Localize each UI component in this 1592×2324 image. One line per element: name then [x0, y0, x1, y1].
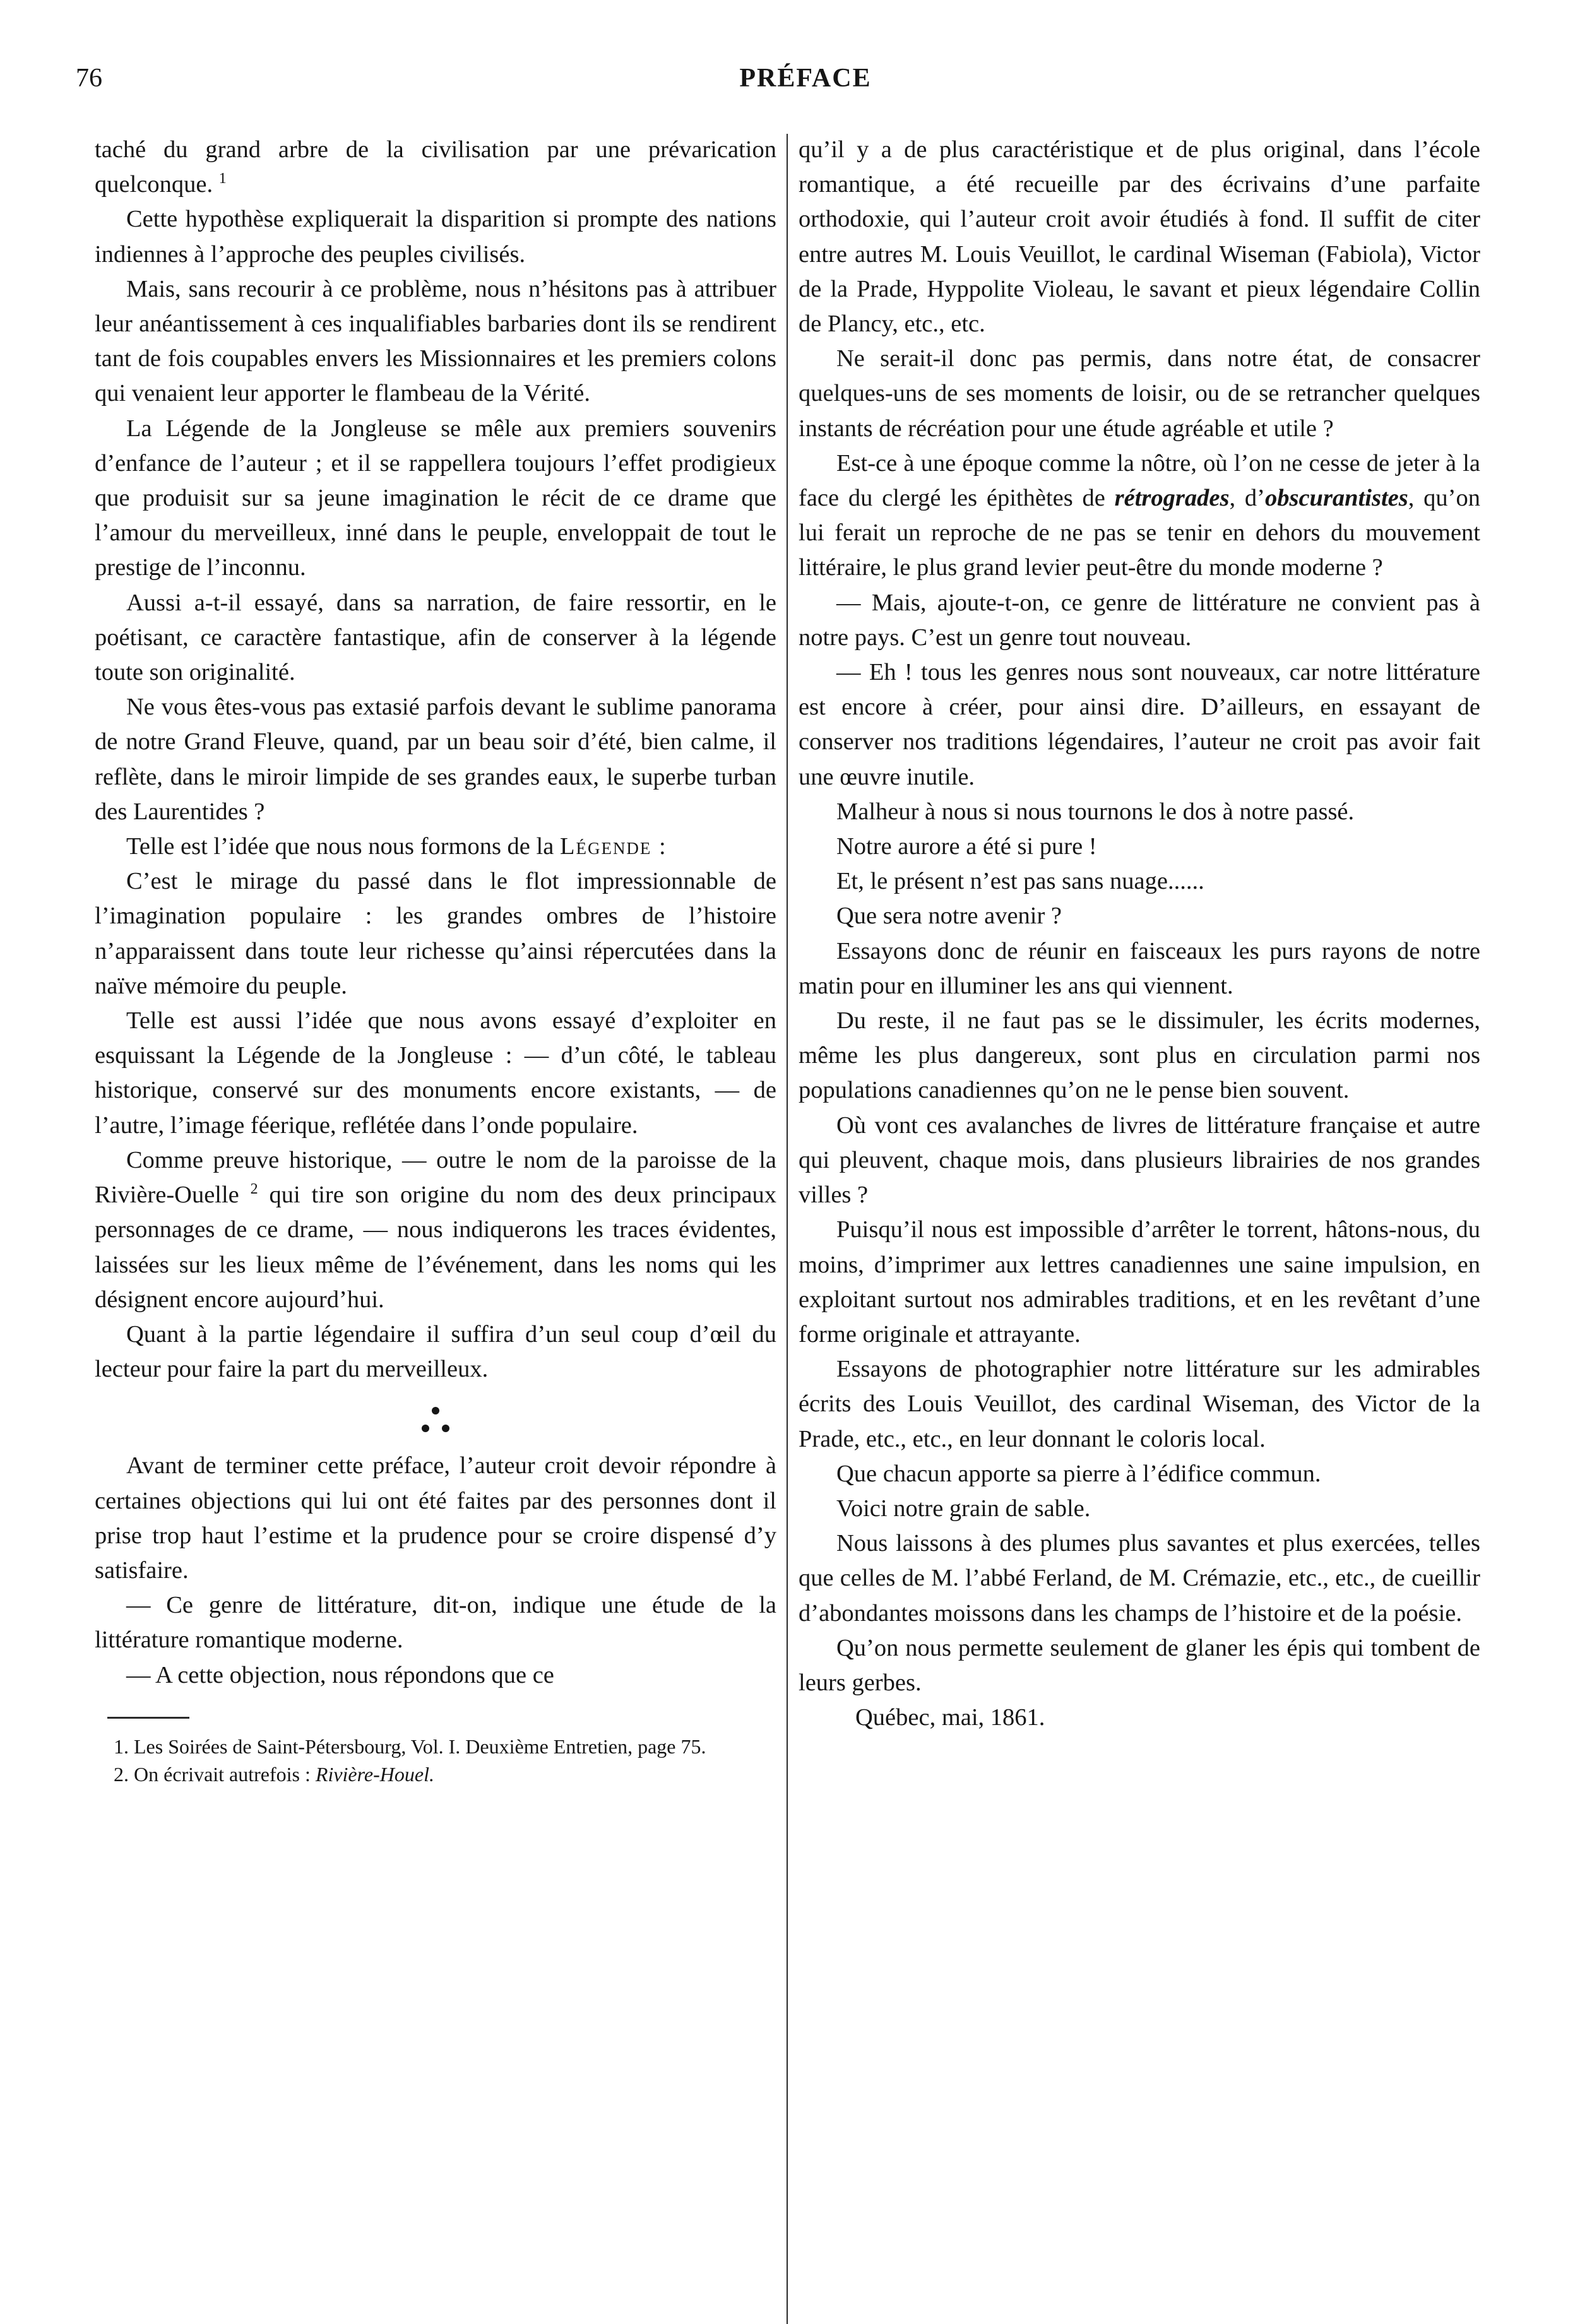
footnote-1: 1. Les Soirées de Saint-Pétersbourg, Vol. I. Deuxième Entretien, page 75. — [114, 1734, 706, 1758]
legend-word: Légende : — [559, 833, 667, 860]
paragraph: Cette hypothèse expliquerait la disparition si prompte des nations indiennes à l’approche des peuples civilisés. — [95, 206, 776, 268]
footnote-2: 2. On écrivait autrefois : Rivière-Houel. — [114, 1762, 434, 1786]
paragraph: Puisqu’il nous est impossible d’arrêter le torrent, hâtons-nous, du moins, d’imprimer aux lettres canadiennes une saine impulsion, en exploitant surtout nos admirables traditions, et en les revêtant d’une forme originale et attrayante. — [799, 1216, 1480, 1348]
paragraph: qu’il y a de plus caractéristique et de plus original, dans l’école romantique, a été recueille par des écrivains d’une parfaite orthodoxie, qui l’auteur croit avoir étudiés à fond. Il suffit de citer entre autres M. Louis Veuillot, le cardinal Wiseman (Fabiola), Victor de la Prade, Hyppolite Violeau, le savant et pieux légendaire Collin de Plancy, etc., etc. — [799, 136, 1480, 338]
paragraph: Avant de terminer cette préface, l’auteur croit devoir répondre à certaines objections qui lui ont été faites par des personnes dont il prise trop haut l’estime et la prudence pour se croire dispensé d’y satisfaire. — [95, 1452, 776, 1584]
paragraph: taché du grand arbre de la civilisation par une prévarication quelconque. $^1$ — [95, 136, 776, 198]
paragraph: Où vont ces avalanches de livres de littérature française et autre qui pleuvent, chaque mois, dans plusieurs librairies de nos grandes villes ? — [799, 1112, 1480, 1209]
paragraph: Malheur à nous si nous tournons le dos à notre passé. — [836, 798, 1355, 825]
dateline: Québec, mai, 1861. — [855, 1704, 1045, 1731]
paragraph: Qu’on nous permette seulement de glaner les épis qui tombent de leurs gerbes. — [799, 1634, 1480, 1696]
footnote-ref: 1 — [218, 170, 227, 187]
paragraph: Mais, sans recourir à ce problème, nous n’hésitons pas à attribuer leur anéantissement à ces inqualifiables barbaries dont ils se rendirent tant de fois coupables envers les Missionnaires et les premiers colons qui venaient leur apporter le flambeau de la Vérité. — [95, 275, 776, 407]
paragraph: Essayons de photographier notre littérature sur les admirables écrits des Louis Veuillot, des cardinal Wiseman, des Victor de la Prade, etc., etc., en leur donnant le coloris local. — [799, 1356, 1480, 1452]
paragraph: Et, le présent n’est pas sans nuage...... — [836, 868, 1204, 895]
paragraph: Aussi a-t-il essayé, dans sa narration, de faire ressortir, en le poétisant, ce caractère fantastique, afin de conserver à la légende toute son originalité. — [95, 589, 776, 686]
paragraph: Ne vous êtes-vous pas extasié parfois devant le sublime panorama de notre Grand Fleuve, quand, par un beau soir d’été, bien calme, il reflète, dans le miroir limpide de ses grandes eaux, le superbe turban des Laurentides ? — [95, 694, 776, 825]
running-title: PRÉFACE — [739, 64, 872, 93]
footnote-ref: 2 — [250, 1181, 258, 1198]
right-column — [799, 133, 1480, 1735]
paragraph: — Mais, ajoute-t-on, ce genre de littérature ne convient pas à notre pays. C’est un genre tout nouveau. — [799, 589, 1480, 651]
paragraph: Nous laissons à des plumes plus savantes et plus exercées, telles que celles de M. l’abbé Ferland, de M. Crémazie, etc., etc., de cueillir d’abondantes moissons dans les champs de l’histoire et de la poésie. — [799, 1530, 1480, 1627]
paragraph: Voici notre grain de sable. — [836, 1495, 1091, 1522]
paragraph: Notre aurore a été si pure ! — [836, 833, 1097, 860]
paragraph: Ne serait-il donc pas permis, dans notre état, de consacrer quelques-uns de ses moments de loisir, ou de se retrancher quelques instants de récréation pour une étude agréable et utile ? — [799, 345, 1480, 442]
paragraph: Essayons donc de réunir en faisceaux les purs rayons de notre matin pour en illuminer les ans qui viennent. — [799, 937, 1480, 999]
paragraph: Comme preuve historique, — outre le nom de la paroisse de la Rivière-Ouelle $^2$ qui tire son origine du nom des deux principaux personnages de ce drame, — nous indiquerons les traces évidentes, laissées sur les lieux même de l’événement, dans les noms qui les désignent encore aujourd’hui. — [95, 1146, 777, 1313]
paragraph: Telle est l’idée que nous nous formons de la Légende : — [126, 833, 667, 860]
paragraph: — Eh ! tous les genres nous sont nouveaux, car notre littérature est encore à créer, pour ainsi dire. D’ailleurs, en essayant de conserver nos traditions légendaires, l’auteur ne croit pas avoir fait une œuvre inutile. — [799, 659, 1480, 790]
paragraph: — A cette objection, nous répondons que ce — [126, 1661, 554, 1688]
paragraph: — Ce genre de littérature, dit-on, indique une étude de la littérature romantique moderne. — [95, 1592, 776, 1654]
left-column — [95, 133, 776, 1788]
column-divider — [787, 134, 788, 2324]
paragraph: C’est le mirage du passé dans le flot impressionnable de l’imagination populaire : les grandes ombres de l’histoire n’apparaissent dans toute leur richesse qu’ainsi répercutées dans la naïve mémoire du peuple. — [95, 868, 776, 999]
paragraph: Que chacun apporte sa pierre à l’édifice commun. — [836, 1460, 1321, 1487]
page-number: 76 — [76, 64, 102, 93]
paragraph: Quant à la partie légendaire il suffira d’un seul coup d’œil du lecteur pour faire la part du merveilleux. — [95, 1320, 776, 1383]
paragraph: Du reste, il ne faut pas se le dissimuler, les écrits modernes, même les plus dangereux, sont plus en circulation parmi nos populations canadiennes qu’on ne le pense bien souvent. — [799, 1007, 1480, 1104]
asterism-ornament — [95, 1404, 776, 1436]
page-header — [76, 63, 1516, 101]
paragraph: Que sera notre avenir ? — [836, 903, 1062, 930]
footnote-rule — [107, 1717, 189, 1719]
paragraph: La Légende de la Jongleuse se mêle aux premiers souvenirs d’enfance de l’auteur ; et il se rappellera toujours l’effet prodigieux que produisit sur sa jeune imagination le récit de ce drame que l’amour du merveilleux, inné dans le peuple, enveloppait de tout le prestige de l’inconnu. — [95, 415, 776, 581]
paragraph: Est-ce à une époque comme la nôtre, où l’on ne cesse de jeter à la face du clergé les épithètes de rétrogrades, d’obscurantistes, qu’on lui ferait un reproche de ne pas se tenir en dehors du mouvement littéraire, le plus grand levier peut-être du monde moderne ? — [799, 449, 1480, 581]
paragraph: Telle est aussi l’idée que nous avons essayé d’exploiter en esquissant la Légende de la Jongleuse : — d’un côté, le tableau historique, conservé sur des monuments encore existants, — de l’autre, l’image féerique, reflétée dans l’onde populaire. — [95, 1007, 776, 1139]
